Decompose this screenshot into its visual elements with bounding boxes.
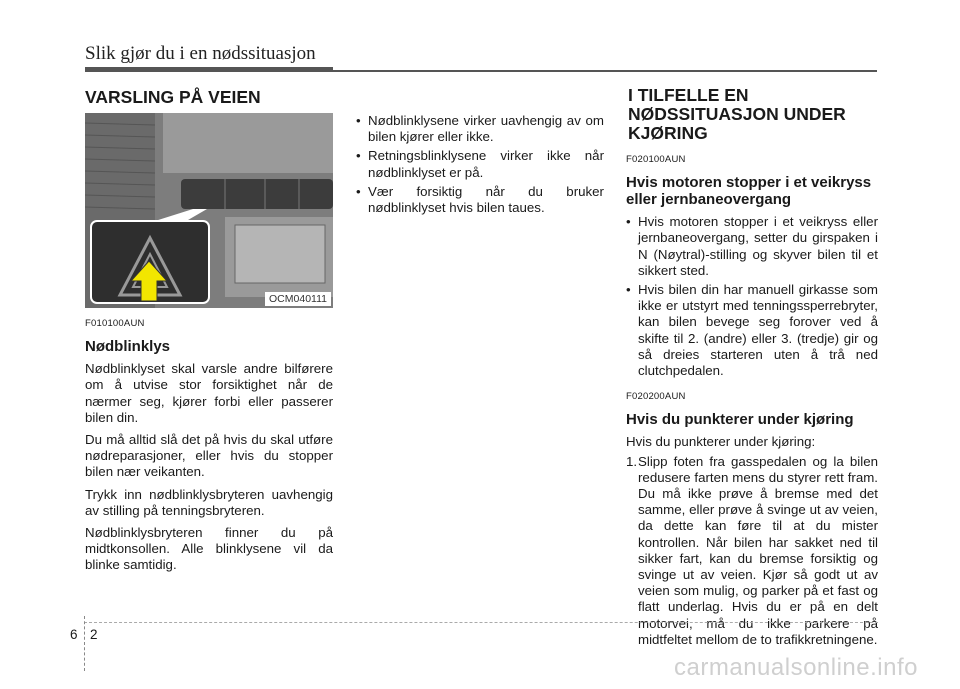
- paragraph: Nødblinklyset skal varsle andre bilførere om å utvise stor forsiktighet når de nærmer seg, kjører forbi eller passerer bilen din.: [85, 361, 333, 425]
- left-text-column: [85, 316, 333, 580]
- step-text: Slipp foten fra gasspedalen og la bilen redusere farten mens du styrer rett fram. Du må ikke prøve å bremse med det samme, eller prøve å svinge ut av veien, da dette kan føre til at du mister kontrollen. Når bilen har sakket ned til sikker fart, kan du bremse forsiktig og svinge ut av veien. Kjør så godt ut av veien som mulig, og parker på et fast og flatt underlag. Hvis du er på en delt motorvei, må du ikke parkere på midtfeltet mellom de to trafikkretningene.: [638, 453, 878, 647]
- watermark: carmanualsonline.info: [674, 654, 918, 681]
- section-number: 6: [70, 627, 78, 642]
- right-section-title: I TILFELLE EN NØDSSITUASJON UNDER KJØRING: [628, 85, 846, 143]
- list-item: [626, 454, 878, 648]
- subheading-hazard-lights: Nødblinklys: [85, 338, 171, 356]
- header-rule: [85, 70, 877, 72]
- subheading-engine-stall: Hvis motoren stopper i et veikryss eller jernbaneovergang: [626, 174, 872, 209]
- section-code: F020200AUN: [626, 391, 686, 403]
- right-text-column: [626, 152, 878, 648]
- paragraph: Hvis du punkterer under kjøring:: [626, 434, 816, 450]
- chapter-title: Slik gjør du i en nødssituasjon: [85, 43, 316, 64]
- middle-text-column: [356, 113, 604, 219]
- section-code: F020100AUN: [626, 154, 686, 165]
- footer-divider-vertical: [84, 616, 86, 671]
- list-item: • Retningsblinklysene virker ikke når nødblinklyset er på.: [356, 148, 604, 180]
- list-item: • Vær forsiktig når du bruker nødblinklyset hvis bilen taues.: [356, 184, 604, 216]
- numbered-list: [626, 454, 878, 648]
- figure-caption: OCM040111: [265, 292, 331, 306]
- footer-divider-horizontal: [84, 622, 878, 623]
- list-item: • Hvis bilen din har manuell girkasse som ikke er utstyrt med tenningssperrebryter, kan bilen bevege seg forover ved å skifte til 2. (andre) eller 3. (tredje) gir og så dreies starteren uten å trå ned clutchpedalen.: [626, 282, 878, 379]
- list-item: • Hvis motoren stopper i et veikryss eller jernbaneovergang, setter du girspaken i N (Nøytral)-stilling og skyver bilen til et sikkert sted.: [626, 214, 878, 279]
- paragraph: Du må alltid slå det på hvis du skal utføre nødreparasjoner, eller hvis du stopper bilen nær veikanten.: [85, 432, 333, 480]
- subheading-flat-tire: Hvis du punkterer under kjøring: [626, 411, 854, 429]
- hazard-figure: [85, 113, 333, 308]
- paragraph: Trykk inn nødblinklysbryteren uavhengig av stilling på tenningsbryteren.: [85, 486, 333, 518]
- list-item: • Nødblinklysene virker uavhengig av om bilen kjører eller ikke.: [356, 113, 604, 145]
- page-number: 2: [90, 627, 98, 642]
- bullet-list: [626, 214, 878, 379]
- step-number: 1.: [626, 453, 638, 469]
- dashboard-illustration: [85, 113, 333, 308]
- bullet-list: [356, 113, 604, 216]
- left-section-title: VARSLING PÅ VEIEN: [85, 87, 261, 107]
- section-code: F010100AUN: [85, 318, 145, 329]
- paragraph: Nødblinklysbryteren finner du på midtkonsollen. Alle blinklysene vil da blinke samtidig.: [85, 525, 333, 573]
